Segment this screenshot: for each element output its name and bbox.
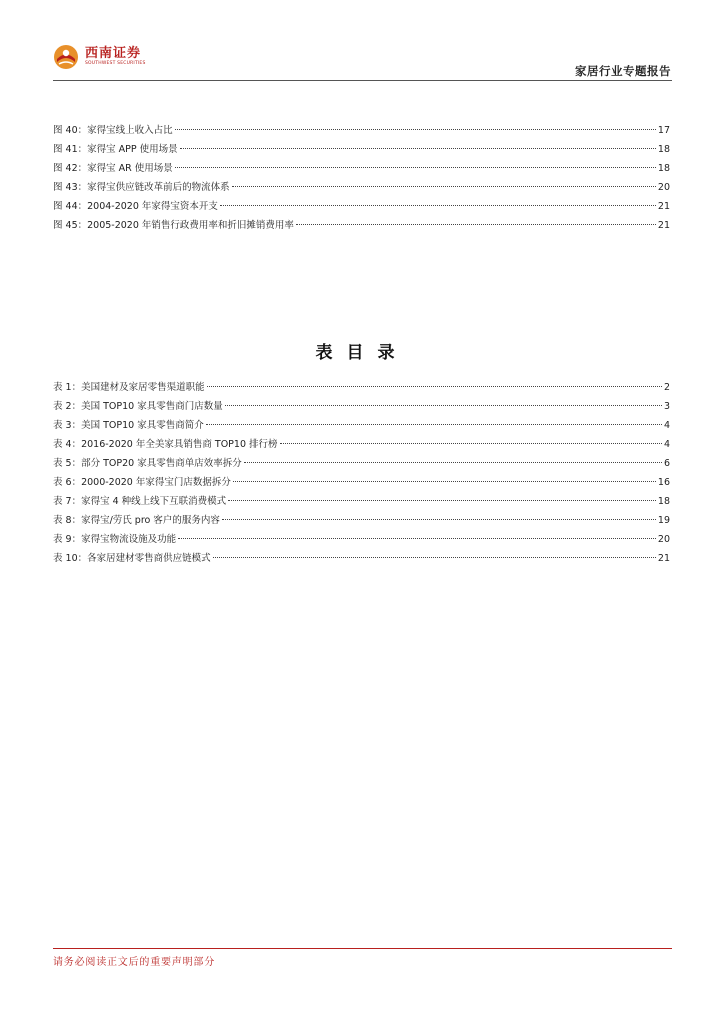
table-entry-label: 表 6：2000-2020 年家得宝门店数据拆分 [53, 477, 231, 488]
figure-entry-page-number: 21 [657, 220, 670, 231]
dot-leader [213, 557, 656, 558]
table-entry[interactable] [53, 531, 670, 550]
footer-divider [53, 948, 672, 949]
table-entry-page-number: 4 [663, 439, 670, 450]
table-entry[interactable] [53, 455, 670, 474]
table-entry[interactable] [53, 417, 670, 436]
table-entry[interactable] [53, 550, 670, 569]
dot-leader [206, 424, 662, 425]
logo-english-name: SOUTHWEST SECURITIES [85, 61, 146, 66]
dot-leader [220, 205, 656, 206]
table-entry[interactable] [53, 436, 670, 455]
figure-entry-page-number: 18 [657, 163, 670, 174]
table-entry-page-number: 3 [663, 401, 670, 412]
figure-entry[interactable] [53, 179, 670, 198]
figure-entry-label: 图 42：家得宝 AR 使用场景 [53, 163, 173, 174]
dot-leader [207, 386, 662, 387]
table-entry-label: 表 8：家得宝/劳氏 pro 客户的服务内容 [53, 515, 220, 526]
figure-entry-page-number: 21 [657, 201, 670, 212]
table-entry-page-number: 21 [657, 553, 670, 564]
table-entry-page-number: 2 [663, 382, 670, 393]
logo-emblem-icon [53, 44, 79, 70]
dot-leader [175, 167, 656, 168]
figure-entry[interactable] [53, 160, 670, 179]
table-entry[interactable] [53, 379, 670, 398]
table-list [53, 379, 670, 569]
dot-leader [225, 405, 662, 406]
table-entry-page-number: 20 [657, 534, 670, 545]
table-entry-label: 表 7：家得宝 4 种线上线下互联消费模式 [53, 496, 227, 507]
dot-leader [296, 224, 656, 225]
report-title: 家居行业专题报告 [575, 64, 671, 78]
dot-leader [233, 481, 656, 482]
table-entry-page-number: 6 [663, 458, 670, 469]
dot-leader [178, 538, 656, 539]
dot-leader [280, 443, 662, 444]
figure-entry[interactable] [53, 217, 670, 236]
table-entry[interactable] [53, 493, 670, 512]
figure-entry-label: 图 44：2004-2020 年家得宝资本开支 [53, 201, 218, 212]
figure-list [53, 122, 670, 236]
table-entry-label: 表 9：家得宝物流设施及功能 [53, 534, 177, 545]
table-entry[interactable] [53, 398, 670, 417]
tables-section-title: 表目录 [315, 343, 409, 363]
table-entry-label: 表 10：各家居建材零售商供应链模式 [53, 553, 211, 564]
figure-entry-page-number: 17 [657, 125, 670, 136]
table-entry-label: 表 1：美国建材及家居零售渠道职能 [53, 382, 205, 393]
logo-chinese-name: 西南证券 [85, 46, 142, 61]
table-entry-page-number: 18 [657, 496, 670, 507]
dot-leader [228, 500, 656, 501]
table-entry[interactable] [53, 512, 670, 531]
table-entry-page-number: 4 [663, 420, 670, 431]
table-entry-page-number: 16 [657, 477, 670, 488]
footer-disclaimer: 请务必阅读正文后的重要声明部分 [53, 957, 215, 968]
dot-leader [180, 148, 656, 149]
dot-leader [175, 129, 656, 130]
figure-entry-label: 图 40：家得宝线上收入占比 [53, 125, 173, 136]
figure-entry-label: 图 45：2005-2020 年销售行政费用率和折旧摊销费用率 [53, 220, 294, 231]
figure-entry[interactable] [53, 198, 670, 217]
table-entry-label: 表 5：部分 TOP20 家具零售商单店效率拆分 [53, 458, 242, 469]
figure-entry[interactable] [53, 141, 670, 160]
table-entry-label: 表 3：美国 TOP10 家具零售商简介 [53, 420, 204, 431]
table-entry-label: 表 4：2016-2020 年全美家具销售商 TOP10 排行榜 [53, 439, 278, 450]
dot-leader [244, 462, 662, 463]
header-divider [53, 80, 672, 81]
page-header [0, 0, 724, 82]
figure-entry-label: 图 43：家得宝供应链改革前后的物流体系 [53, 182, 230, 193]
figure-entry-page-number: 18 [657, 144, 670, 155]
table-entry-page-number: 19 [657, 515, 670, 526]
figure-entry-label: 图 41：家得宝 APP 使用场景 [53, 144, 178, 155]
dot-leader [232, 186, 656, 187]
figure-entry-page-number: 20 [657, 182, 670, 193]
figure-entry[interactable] [53, 122, 670, 141]
table-entry-label: 表 2：美国 TOP10 家具零售商门店数量 [53, 401, 223, 412]
company-logo [53, 44, 146, 70]
table-entry[interactable] [53, 474, 670, 493]
dot-leader [222, 519, 656, 520]
